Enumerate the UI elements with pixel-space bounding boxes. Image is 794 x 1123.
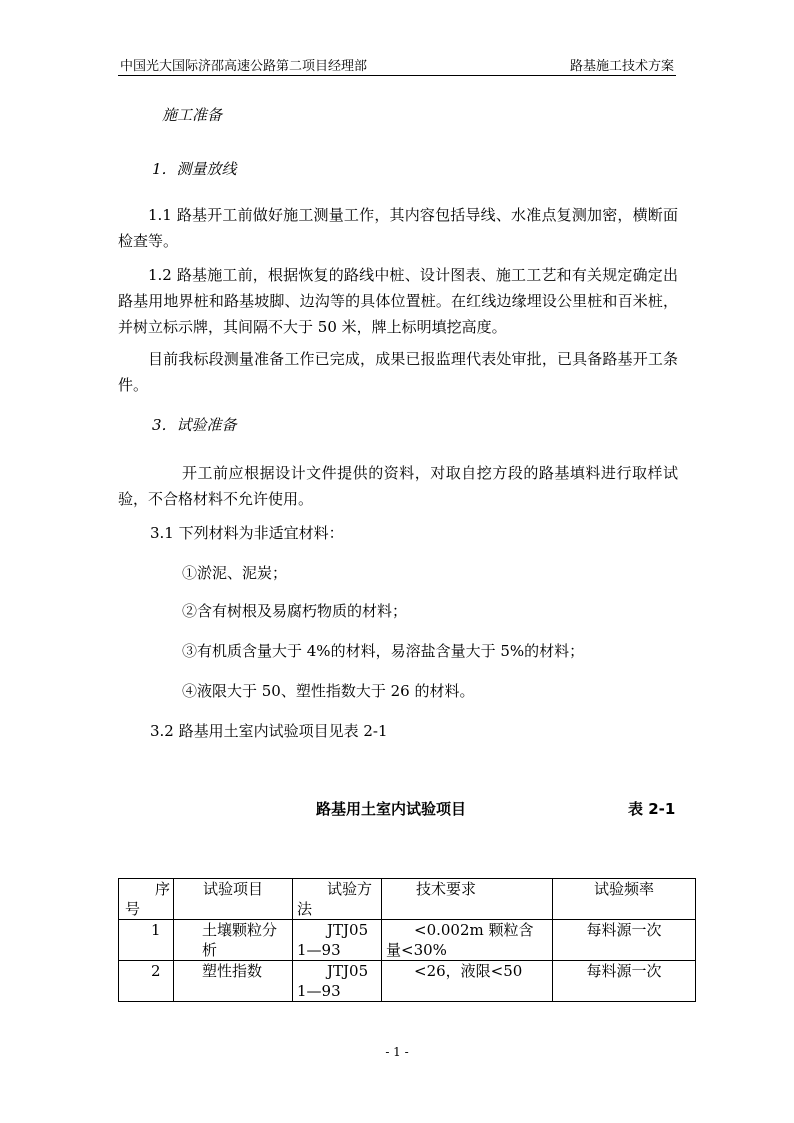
table-cell: 土壤颗粒分析 bbox=[174, 920, 293, 961]
section-title-survey: 1．测量放线 bbox=[152, 160, 237, 178]
list-item: ①淤泥、泥炭； bbox=[182, 564, 288, 582]
paragraph-1-2: 1.2 路基施工前，根据恢复的路线中桩、设计图表、施工工艺和有关规定确定出路基用地界桩和路基坡脚、边沟等的具体位置桩。在红线边缘埋设公里桩和百米桩，并树立标示牌，其间隔不大于 50 米，牌上标明填挖高度。 bbox=[118, 266, 678, 336]
table-cell: 每料源一次 bbox=[553, 920, 696, 961]
table-caption: 路基用土室内试验项目 bbox=[316, 800, 467, 818]
table-cell: JTJ051—93 bbox=[293, 920, 382, 961]
table-cell: 1 bbox=[119, 920, 174, 961]
page-number: - 1 - bbox=[385, 1045, 409, 1059]
section-title-prep: 施工准备 bbox=[162, 106, 223, 124]
table-header-cell: 技术要求 bbox=[382, 879, 553, 920]
paragraph-test: 开工前应根据设计文件提供的资料，对取自挖方段的路基填料进行取样试验，不合格材料不允许使用。 bbox=[118, 464, 678, 508]
table-row bbox=[119, 961, 696, 1002]
table-row bbox=[119, 920, 696, 961]
table-cell: 每料源一次 bbox=[553, 961, 696, 1002]
header-rule bbox=[118, 75, 676, 76]
table-cell: <26，液限<50 bbox=[382, 961, 553, 1002]
table-header-cell: 试验方法 bbox=[293, 879, 382, 920]
table-header-cell: 试验频率 bbox=[553, 879, 696, 920]
paragraph-status: 目前我标段测量准备工作已完成，成果已报监理代表处审批，已具备路基开工条件。 bbox=[118, 350, 678, 394]
table-number: 表 2-1 bbox=[628, 800, 676, 818]
table-header-cell: 试验项目 bbox=[174, 879, 293, 920]
table-cell: <0.002m 颗粒含量<30% bbox=[382, 920, 553, 961]
list-item: ③有机质含量大于 4%的材料，易溶盐含量大于 5%的材料； bbox=[182, 642, 585, 660]
list-item: ④液限大于 50、塑性指数大于 26 的材料。 bbox=[182, 682, 475, 700]
table-cell: 2 bbox=[119, 961, 174, 1002]
header-right: 路基施工技术方案 bbox=[569, 59, 674, 74]
list-item: ②含有树根及易腐朽物质的材料； bbox=[182, 602, 408, 620]
table-cell: 塑性指数 bbox=[174, 961, 293, 1002]
paragraph-3-2: 3.2 路基用土室内试验项目见表 2-1 bbox=[150, 722, 388, 740]
paragraph-1-1: 1.1 路基开工前做好施工测量工作，其内容包括导线、水准点复测加密，横断面检查等。 bbox=[118, 206, 678, 250]
header-left: 中国光大国际济邵高速公路第二项目经理部 bbox=[120, 59, 368, 74]
section-title-test: 3．试验准备 bbox=[152, 416, 237, 434]
table-header-cell: 序号 bbox=[119, 879, 174, 920]
table-header-row bbox=[119, 879, 696, 920]
paragraph-3-1: 3.1 下列材料为非适宜材料： bbox=[150, 524, 344, 542]
table-cell: JTJ051—93 bbox=[293, 961, 382, 1002]
test-items-table bbox=[118, 878, 696, 1002]
